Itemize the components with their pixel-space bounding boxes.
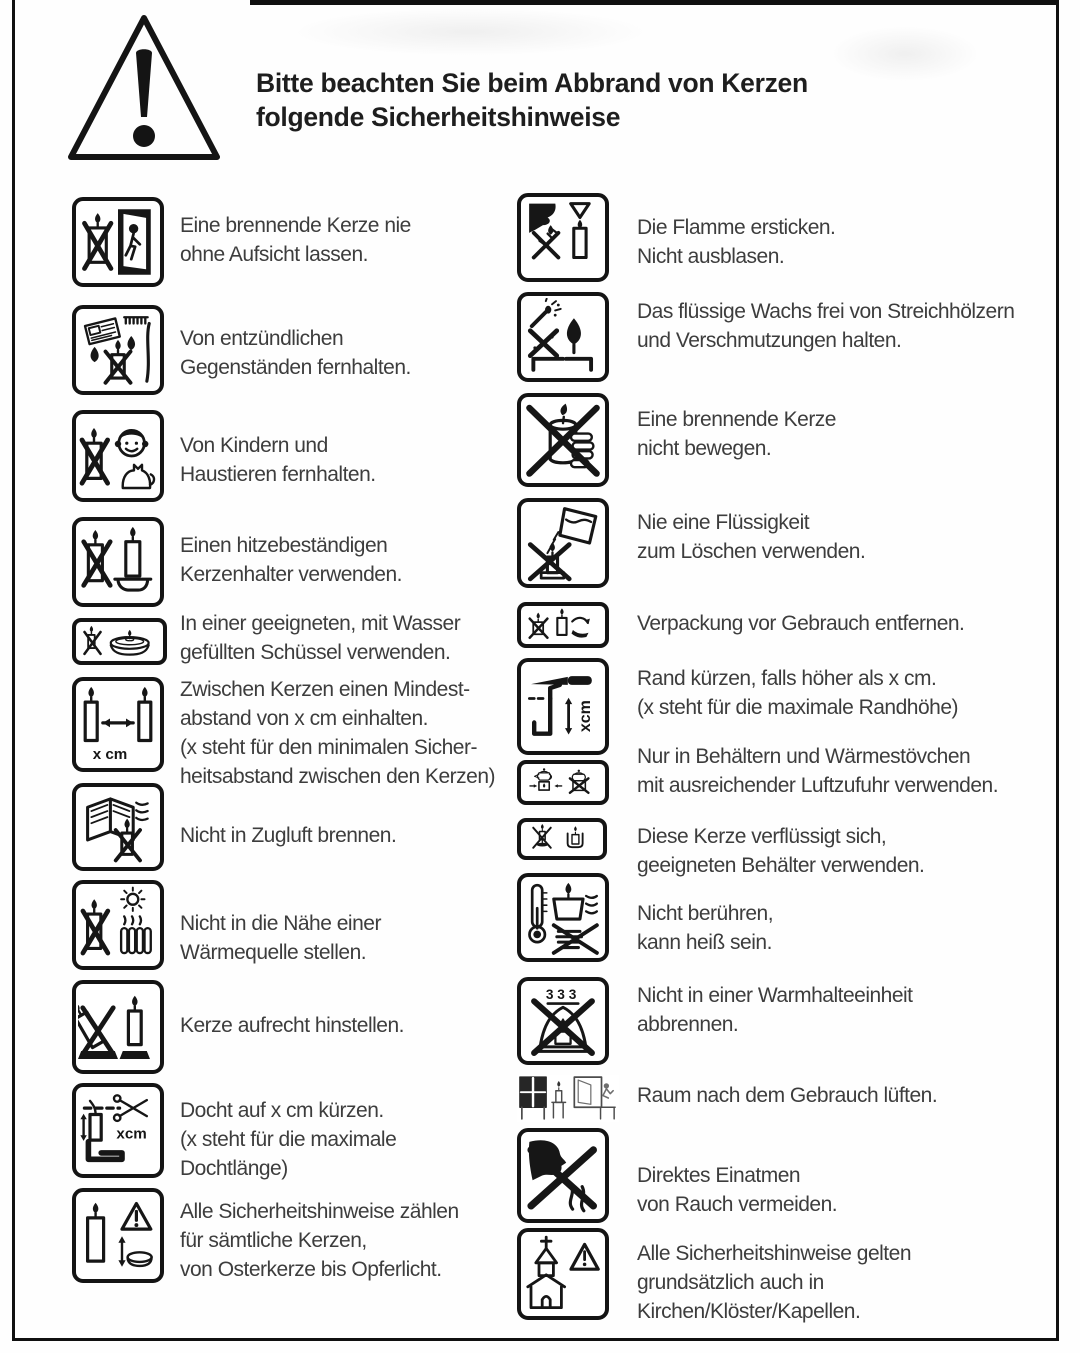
safety-item bbox=[517, 873, 773, 962]
min-distance-icon bbox=[72, 677, 164, 772]
safety-item-text bbox=[637, 899, 773, 957]
safety-item bbox=[72, 1188, 459, 1283]
safety-item-text bbox=[180, 821, 396, 850]
safety-item-text bbox=[637, 822, 924, 880]
safety-item bbox=[517, 602, 964, 648]
safety-item bbox=[517, 1128, 837, 1223]
safety-item bbox=[517, 977, 913, 1065]
page-border-bottom bbox=[12, 1338, 1059, 1341]
safety-item-line: nicht bewegen. bbox=[637, 437, 772, 460]
safety-item-line: gefüllten Schüssel verwenden. bbox=[180, 640, 451, 664]
safety-item-text bbox=[637, 1081, 937, 1110]
safety-item-line: Nur in Behältern und Wärmestövchen bbox=[637, 744, 971, 768]
safety-item bbox=[72, 1083, 396, 1178]
safety-item bbox=[72, 410, 376, 502]
safety-item-line: kann heiß sein. bbox=[637, 930, 772, 954]
flammable-objects-icon bbox=[72, 305, 164, 395]
safety-item-line: Von Kindern und bbox=[180, 434, 328, 457]
safety-item-line: (x steht für die maximale Randhöhe) bbox=[637, 695, 958, 719]
safety-item-line: von Osterkerze bis Opferlicht. bbox=[180, 1258, 442, 1281]
safety-item-text bbox=[637, 1239, 911, 1326]
smother-flame-icon bbox=[517, 193, 609, 282]
safety-item-line: abbrennen. bbox=[637, 1013, 739, 1036]
warning-triangle-icon bbox=[66, 13, 222, 163]
safety-item bbox=[517, 658, 958, 755]
safety-item-line: Kerze aufrecht hinstellen. bbox=[180, 1013, 404, 1037]
safety-item-text bbox=[637, 609, 964, 638]
ventilate-room-icon bbox=[517, 1075, 619, 1122]
safety-item-line: Docht auf x cm kürzen. bbox=[180, 1099, 384, 1122]
safety-item-line: Kerzenhalter verwenden. bbox=[180, 563, 402, 586]
safety-item-line: ohne Aufsicht lassen. bbox=[180, 243, 368, 266]
safety-item-text bbox=[180, 909, 381, 967]
safety-item bbox=[517, 744, 999, 805]
svg-text:xcm: xcm bbox=[116, 1125, 147, 1143]
no-warming-unit-icon bbox=[517, 977, 609, 1065]
safety-item-line: zum Löschen verwenden. bbox=[637, 540, 866, 563]
safety-item-line: grundsätzlich auch in bbox=[637, 1270, 824, 1294]
svg-text:x cm: x cm bbox=[92, 745, 128, 763]
safety-item-line: Diese Kerze verflüssigt sich, bbox=[637, 825, 887, 848]
safety-item-text bbox=[637, 1161, 837, 1219]
page-border-left bbox=[12, 0, 15, 1341]
safety-item bbox=[517, 193, 835, 282]
heat-resistant-holder-icon bbox=[72, 517, 164, 607]
scan-smudge bbox=[830, 26, 980, 82]
safety-item-line: Nicht ausblasen. bbox=[637, 244, 785, 268]
safety-item-line: Nicht berühren, bbox=[637, 901, 774, 925]
do-not-touch-icon bbox=[517, 873, 609, 962]
safety-item-text bbox=[637, 405, 836, 463]
safety-item-line: Die Flamme ersticken. bbox=[637, 215, 836, 239]
safety-item-line: abstand von x cm einhalten. bbox=[180, 706, 428, 730]
unattended-candle-icon bbox=[72, 197, 164, 287]
safety-item bbox=[72, 611, 461, 665]
safety-item-line: heitsabstand zwischen den Kerzen) bbox=[180, 764, 496, 788]
safety-item-line: Eine brennende Kerze nie bbox=[180, 214, 411, 237]
safety-item-text bbox=[180, 609, 460, 667]
safety-item bbox=[72, 980, 404, 1074]
safety-item-line: Nicht in die Nähe einer bbox=[180, 912, 381, 935]
safety-item-line: Rand kürzen, falls höher als x cm. bbox=[637, 666, 937, 690]
trim-wick-icon bbox=[72, 1083, 164, 1178]
do-not-move-icon bbox=[517, 393, 609, 487]
safety-item-line: Verpackung vor Gebrauch entfernen. bbox=[637, 611, 965, 635]
safety-item-line: Raum nach dem Gebrauch lüften. bbox=[637, 1084, 938, 1107]
svg-text:xcm: xcm bbox=[577, 700, 595, 733]
safety-item-line: Dochtlänge) bbox=[180, 1157, 288, 1180]
trim-rim-icon bbox=[517, 658, 609, 755]
no-draft-icon bbox=[72, 783, 164, 871]
upright-icon bbox=[72, 980, 164, 1074]
safety-item bbox=[517, 393, 836, 487]
no-smoke-inhale-icon bbox=[517, 1128, 609, 1223]
safety-item-line: und Verschmutzungen halten. bbox=[637, 329, 902, 352]
safety-item-line: (x steht für den minimalen Sicher- bbox=[180, 735, 477, 759]
safety-item-text bbox=[180, 1197, 459, 1284]
safety-item bbox=[72, 783, 396, 871]
safety-item-line: Kirchen/Klöster/Kapellen. bbox=[637, 1299, 861, 1323]
safety-item-line: Einen hitzebeständigen bbox=[180, 534, 388, 557]
safety-item bbox=[72, 677, 496, 788]
safety-item-line: (x steht für die maximale bbox=[180, 1128, 397, 1151]
safety-item bbox=[517, 818, 925, 877]
safety-item-line: Zwischen Kerzen einen Mindest- bbox=[180, 677, 470, 701]
safety-item bbox=[517, 292, 1014, 382]
safety-item-text bbox=[637, 297, 1014, 355]
safety-item-text bbox=[180, 431, 376, 489]
safety-item-line: Eine brennende Kerze bbox=[637, 408, 836, 431]
svg-text:333: 333 bbox=[545, 986, 581, 1002]
safety-item-line: geeigneten Behälter verwenden. bbox=[637, 854, 925, 877]
safety-item-line: Das flüssige Wachs frei von Streichhölzern bbox=[637, 300, 1015, 323]
page-title-line1: Bitte beachten Sie beim Abbrand von Kerzen bbox=[256, 68, 808, 98]
water-bowl-icon bbox=[72, 618, 167, 665]
safety-item-line: Wärmequelle stellen. bbox=[180, 941, 367, 964]
safety-item-line: für sämtliche Kerzen, bbox=[180, 1229, 367, 1252]
safety-item-line: Von entzündlichen bbox=[180, 327, 344, 350]
safety-item-line: mit ausreichender Luftzufuhr verwenden. bbox=[637, 773, 999, 797]
safety-item-line: Haustieren fernhalten. bbox=[180, 463, 376, 486]
safety-item bbox=[72, 880, 381, 970]
safety-item-text bbox=[180, 1096, 396, 1183]
safety-item-text bbox=[180, 1011, 404, 1040]
safety-item-line: Alle Sicherheitshinweise gelten bbox=[637, 1241, 911, 1265]
page-border-right bbox=[1056, 0, 1059, 1341]
page-border-top bbox=[250, 0, 1059, 5]
safety-item bbox=[517, 498, 865, 588]
safety-item bbox=[517, 1075, 937, 1122]
safety-item bbox=[72, 305, 411, 395]
safety-item-text bbox=[637, 213, 835, 271]
safety-item-line: Gegenständen fernhalten. bbox=[180, 356, 411, 379]
church-use-icon bbox=[517, 1228, 609, 1320]
remove-packaging-icon bbox=[517, 602, 609, 648]
all-candle-types-icon bbox=[72, 1188, 164, 1283]
safety-item-line: In einer geeigneten, mit Wasser bbox=[180, 611, 461, 635]
safety-item-line: Direktes Einatmen bbox=[637, 1163, 801, 1187]
no-heat-source-icon bbox=[72, 880, 164, 970]
safety-item-text bbox=[180, 531, 402, 589]
liquefying-candle-icon bbox=[517, 818, 607, 860]
page-title-line2: folgende Sicherheitshinweise bbox=[256, 102, 621, 132]
safety-item-text bbox=[637, 742, 998, 800]
safety-item-text bbox=[637, 508, 865, 566]
warmer-vent-icon bbox=[517, 760, 609, 805]
safety-item-line: Nicht in einer Warmhalteeinheit bbox=[637, 984, 913, 1007]
safety-item-text bbox=[637, 981, 913, 1039]
safety-item-text bbox=[180, 675, 495, 791]
safety-item bbox=[72, 517, 402, 607]
page-title bbox=[256, 66, 808, 134]
children-pets-icon bbox=[72, 410, 164, 502]
safety-item-text bbox=[180, 324, 411, 382]
scan-smudge bbox=[290, 8, 650, 56]
clean-wax-icon bbox=[517, 292, 609, 382]
safety-item-line: Alle Sicherheitshinweise zählen bbox=[180, 1200, 459, 1223]
no-liquid-extinguish-icon bbox=[517, 498, 609, 588]
safety-item bbox=[72, 197, 411, 287]
safety-item-line: Nicht in Zugluft brennen. bbox=[180, 823, 397, 847]
safety-item-text bbox=[637, 664, 958, 722]
safety-item-text bbox=[180, 211, 411, 269]
safety-item bbox=[517, 1228, 911, 1323]
safety-item-line: von Rauch vermeiden. bbox=[637, 1192, 838, 1216]
safety-item-line: Nie eine Flüssigkeit bbox=[637, 511, 810, 534]
